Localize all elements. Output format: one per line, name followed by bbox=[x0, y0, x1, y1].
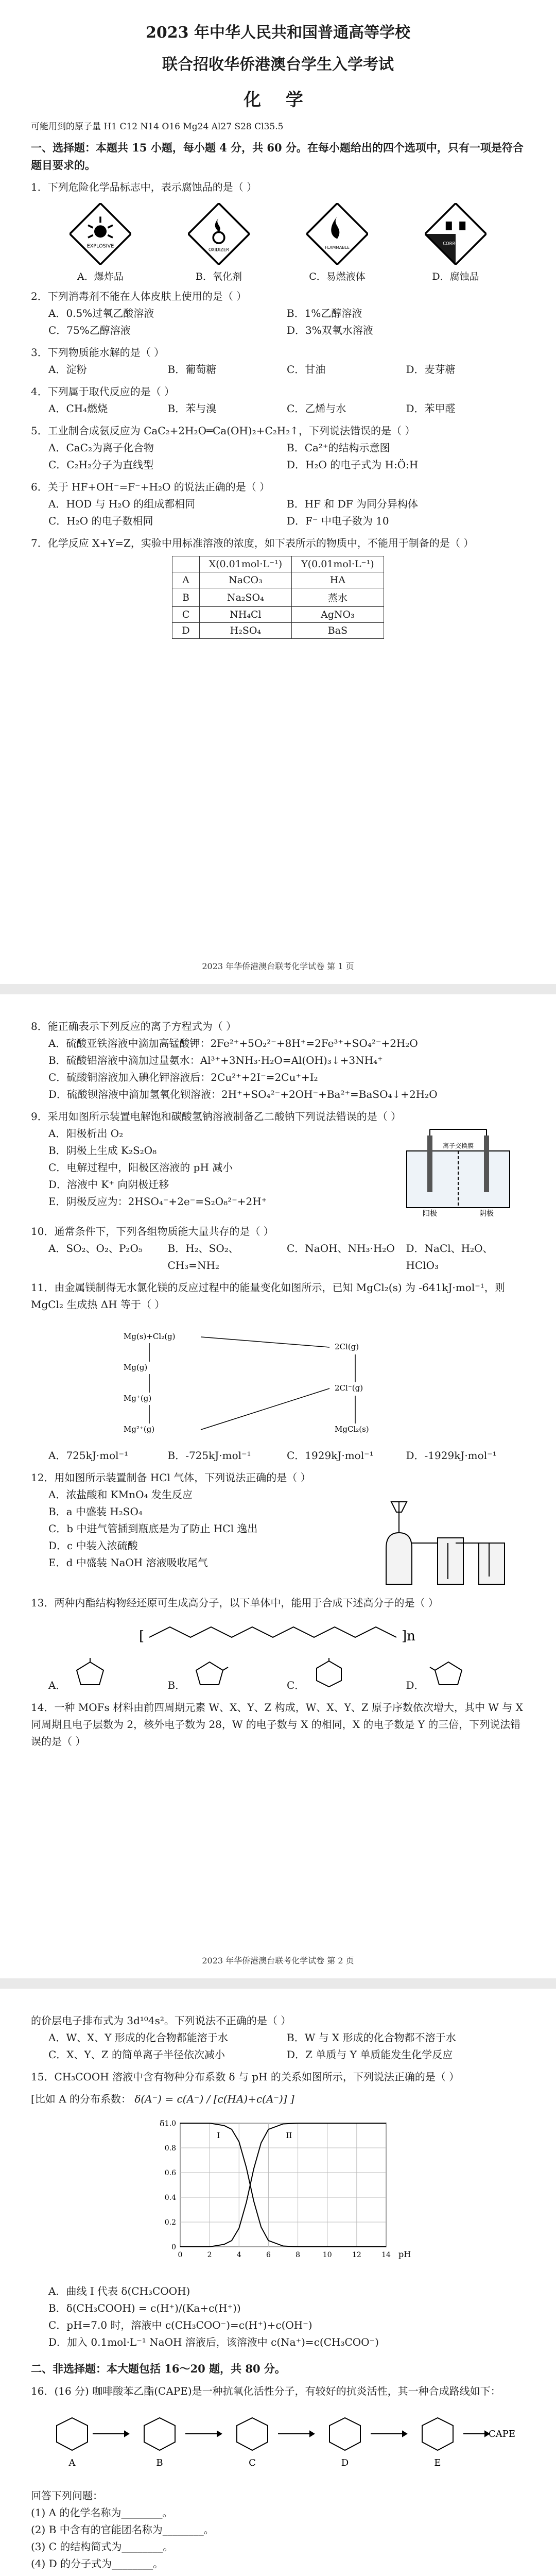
option-b[interactable]: B．HF 和 DF 为同分异构体 bbox=[287, 498, 418, 511]
table-cell: HA bbox=[292, 572, 384, 588]
table-cell: NH₄Cl bbox=[199, 607, 292, 623]
lactone-ring-icon bbox=[428, 1658, 469, 1689]
distribution-chart bbox=[144, 2113, 412, 2278]
table-row bbox=[172, 623, 384, 639]
option-d[interactable]: D．H₂O 的电子式为 H:Ö:H bbox=[287, 459, 419, 471]
hazard-name: 腐蚀品 bbox=[449, 271, 479, 283]
y-tick-label: 0.4 bbox=[164, 2194, 176, 2202]
option-a[interactable]: A．W、X、Y 形成的化合物都能溶于水 bbox=[48, 2031, 228, 2044]
section1-title: 一、选择题：本题共 15 小题，每小题 4 分，共 60 分。在每小题给出的四个选项中，只有一项是符合题目要求的。 bbox=[31, 141, 524, 172]
question-1: 1．下列危险化学品标志中，表示腐蚀品的是（ ） bbox=[31, 181, 257, 194]
option-b[interactable]: B．a 中盛装 H₂SO₄ bbox=[48, 1505, 143, 1518]
option-b[interactable]: B．硫酸铝溶液中滴加过量氨水：Al³⁺+3NH₃·H₂O=Al(OH)₃↓+3NH₄⁺ bbox=[48, 1054, 383, 1066]
option-c[interactable]: C．乙烯与水 bbox=[287, 402, 346, 415]
energy-cycle-diagram bbox=[113, 1318, 443, 1442]
hazard-letter: C． bbox=[309, 271, 326, 283]
question-3-options bbox=[31, 361, 525, 378]
question-10: 10．通常条件下，下列各组物质能大量共存的是（ ） bbox=[31, 1225, 274, 1238]
hcl-apparatus-figure bbox=[371, 1486, 525, 1589]
option-c[interactable]: C．硫酸铜溶液加入碘化钾溶液后：2Cu²⁺+2I⁻=2Cu⁺+I₂ bbox=[48, 1071, 318, 1083]
table-cell: D bbox=[172, 623, 199, 639]
option-b[interactable]: B．W 与 X 形成的化合物都不溶于水 bbox=[287, 2031, 456, 2044]
energy-label: Mg⁺(g) bbox=[124, 1394, 152, 1403]
option-a[interactable]: A．CaC₂为离子化合物 bbox=[48, 442, 154, 454]
x-axis-label: pH bbox=[398, 2249, 411, 2259]
table-cell: C bbox=[172, 607, 199, 623]
question-4: 4．下列属于取代反应的是（ ） bbox=[31, 385, 175, 398]
hazard-name: 氧化剂 bbox=[212, 271, 242, 283]
cathode-label: 阴极 bbox=[479, 1210, 494, 1218]
exam-title-line1: 2023 年中华人民共和国普通高等学校 bbox=[146, 24, 410, 42]
table-cell: B bbox=[172, 588, 199, 607]
electrolysis-cell-figure bbox=[391, 1125, 525, 1218]
option-d[interactable] bbox=[406, 1658, 526, 1694]
option-c[interactable]: C．pH=7.0 时，溶液中 c(CH₃COO⁻)=c(H⁺)+c(OH⁻) bbox=[48, 2319, 312, 2331]
route-label: E bbox=[434, 2457, 441, 2468]
x-tick-label: 0 bbox=[178, 2251, 183, 2259]
subquestion[interactable]: (3) C 的结构简式为________。 bbox=[31, 2540, 173, 2553]
option-c[interactable]: C．C₂H₂分子为直线型 bbox=[48, 459, 154, 471]
x-tick-label: 14 bbox=[381, 2251, 391, 2259]
energy-label: Mg(s)+Cl₂(g) bbox=[124, 1332, 176, 1341]
option-e[interactable]: E．阴极反应为：2HSO₄⁻+2e⁻=S₂O₈²⁻+2H⁺ bbox=[48, 1195, 267, 1208]
lactone-ring-icon bbox=[70, 1658, 111, 1689]
option-c[interactable]: C．甘油 bbox=[287, 363, 326, 376]
table-cell: 蒸水 bbox=[292, 588, 384, 607]
option-d[interactable]: D．溶液中 K⁺ 向阴极迁移 bbox=[48, 1178, 169, 1191]
option-b[interactable]: B．Ca²⁺的结构示意图 bbox=[287, 442, 390, 454]
x-tick-label: 12 bbox=[352, 2251, 361, 2259]
anode-label: 阳极 bbox=[423, 1210, 437, 1218]
subquestion: 回答下列问题： bbox=[31, 2489, 103, 2502]
hazard-letter: B． bbox=[196, 271, 213, 283]
question-16-subquestions bbox=[31, 2487, 525, 2572]
table-header-blank bbox=[172, 556, 199, 572]
question-6: 6．关于 HF+OH⁻=F⁻+H₂O 的说法正确的是（ ） bbox=[31, 481, 270, 494]
option-b[interactable]: B．葡萄糖 bbox=[167, 363, 217, 376]
table-header: X(0.01mol·L⁻¹) bbox=[199, 556, 292, 572]
question-13-options bbox=[31, 1658, 525, 1694]
option-a[interactable]: A．HOD 与 H₂O 的组成都相同 bbox=[48, 498, 196, 511]
question-9-options bbox=[31, 1125, 391, 1210]
question-7-table bbox=[172, 556, 384, 639]
x-tick-label: 2 bbox=[207, 2251, 212, 2259]
option-a[interactable]: A．硫酸亚铁溶液中滴加高锰酸钾：2Fe²⁺+5O₂²⁻+8H⁺=2Fe³⁺+SO₄²⁻+2H₂O bbox=[48, 1037, 418, 1049]
question-16: 16．(16 分) 咖啡酸苯乙酯(CAPE)是一种抗氧化活性分子，有较好的抗炎活性，其一种合成路线如下： bbox=[31, 2384, 501, 2397]
option-a[interactable]: A．0.5%过氧乙酸溶液 bbox=[48, 307, 154, 320]
question-2: 2．下列消毒剂不能在人体皮肤上使用的是（ ） bbox=[31, 290, 247, 303]
hazard-option-d[interactable] bbox=[412, 203, 499, 283]
hazard-option-b[interactable] bbox=[175, 203, 263, 283]
hazard-name: 易燃液体 bbox=[326, 271, 366, 283]
option-c[interactable]: C．电解过程中，阳极区溶液的 pH 减小 bbox=[48, 1161, 233, 1174]
option-d[interactable]: D．NaCl、H₂O、HClO₃ bbox=[406, 1242, 493, 1272]
route-label: CAPE bbox=[488, 2428, 516, 2439]
question-5: 5．工业制合成氨反应为 CaC₂+2H₂O═Ca(OH)₂+C₂H₂↑，下列说法错误的是（ ） bbox=[31, 425, 415, 437]
energy-label: 2Cl⁻(g) bbox=[335, 1383, 363, 1393]
question-5-options bbox=[31, 439, 525, 473]
x-tick-label: 4 bbox=[236, 2251, 241, 2259]
table-cell: NaCO₃ bbox=[199, 572, 292, 588]
exam-page-1 bbox=[0, 0, 556, 984]
y-tick-label: 0 bbox=[171, 2243, 176, 2251]
exam-title-line2: 联合招收华侨港澳台学生入学考试 bbox=[162, 56, 394, 74]
energy-label: Mg(g) bbox=[124, 1363, 148, 1372]
option-b[interactable]: B．δ(CH₃COOH) = c(H⁺)/(Ka+c(H⁺)) bbox=[48, 2302, 241, 2314]
hazard-option-c[interactable] bbox=[293, 203, 381, 283]
table-cell: AgNO₃ bbox=[292, 607, 384, 623]
table-row bbox=[172, 588, 384, 607]
energy-label: Mg²⁺(g) bbox=[124, 1425, 155, 1434]
series-line-I bbox=[180, 2123, 386, 2247]
question-11: 11．由金属镁制得无水氯化镁的反应过程中的能量变化如图所示，已知 MgCl₂(s) 为 -641kJ·mol⁻¹，则 MgCl₂ 生成热 ΔH 等于（ ） bbox=[31, 1281, 505, 1311]
energy-label: 2Cl(g) bbox=[335, 1342, 359, 1351]
table-row bbox=[172, 572, 384, 588]
option-b[interactable]: B．阴极上生成 K₂S₂O₈ bbox=[48, 1144, 157, 1157]
svg-text:FLAMMABLE: FLAMMABLE bbox=[325, 245, 350, 250]
table-header-row bbox=[172, 556, 384, 572]
option-c[interactable]: C．75%乙醇溶液 bbox=[48, 324, 131, 337]
option-c[interactable]: C．b 中进气管插到瓶底是为了防止 HCl 逸出 bbox=[48, 1522, 258, 1535]
series-label: II bbox=[286, 2130, 292, 2140]
option-c[interactable]: C．1929kJ·mol⁻¹ bbox=[287, 1449, 374, 1462]
svg-text:OXIDIZER: OXIDIZER bbox=[208, 247, 230, 252]
table-cell: H₂SO₄ bbox=[199, 623, 292, 639]
y-tick-label: 0.2 bbox=[164, 2218, 176, 2227]
question-15-options bbox=[31, 2283, 525, 2351]
option-d[interactable]: D．硫酸钡溶液中滴加氢氧化钡溶液：2H⁺+SO₄²⁻+2OH⁻+Ba²⁺=BaSO₄↓+2H₂O bbox=[48, 1088, 438, 1100]
question-12-body bbox=[31, 1486, 525, 1589]
corrosive-icon bbox=[425, 203, 486, 265]
table-cell: BaS bbox=[292, 623, 384, 639]
option-c[interactable]: C．NaOH、NH₃·H₂O bbox=[287, 1242, 395, 1255]
option-a[interactable]: A．淀粉 bbox=[48, 363, 87, 376]
cape-synthesis-route bbox=[36, 2405, 520, 2482]
subquestion[interactable]: (2) B 中含有的官能团名称为________。 bbox=[31, 2523, 214, 2536]
formula-label: [比如 A 的分布系数： bbox=[31, 2093, 131, 2105]
option-a[interactable]: A．阳极析出 O₂ bbox=[48, 1127, 124, 1140]
option-d[interactable]: D．Z 单质与 Y 单质能发生化学反应 bbox=[287, 2048, 453, 2061]
question-8-options bbox=[31, 1035, 525, 1103]
question-6-options bbox=[31, 496, 525, 530]
table-header: Y(0.01mol·L⁻¹) bbox=[292, 556, 384, 572]
question-12: 12．用如图所示装置制备 HCl 气体，下列说法正确的是（ ） bbox=[31, 1471, 311, 1484]
option-d[interactable]: D．苯甲醛 bbox=[406, 402, 456, 415]
question-10-options bbox=[31, 1240, 525, 1274]
x-tick-label: 6 bbox=[266, 2251, 271, 2259]
explosive-icon bbox=[70, 203, 131, 265]
question-15: 15．CH₃COOH 溶液中含有物种分布系数 δ 与 pH 的关系如图所示，下列说法正确的是（ ） bbox=[31, 2071, 460, 2083]
hazard-option-a[interactable] bbox=[57, 203, 144, 283]
svg-text:CORROSIVE: CORROSIVE bbox=[443, 241, 468, 246]
exam-page-2 bbox=[0, 994, 556, 1978]
oxidizer-icon bbox=[188, 203, 250, 265]
question-13: 13．两种内酯结构物经还原可生成高分子，以下单体中，能用于合成下述高分子的是（ ） bbox=[31, 1597, 439, 1609]
option-c[interactable] bbox=[287, 1658, 406, 1694]
option-letter: C． bbox=[287, 1679, 305, 1691]
y-tick-label: 0.8 bbox=[164, 2144, 176, 2153]
question-14-options bbox=[31, 2029, 525, 2063]
option-d[interactable]: D．加入 0.1mol·L⁻¹ NaOH 溶液后，该溶液中 c(Na⁺)=c(CH₃COO⁻) bbox=[48, 2336, 379, 2348]
option-a[interactable]: A．浓盐酸和 KMnO₄ 发生反应 bbox=[48, 1488, 193, 1501]
option-d[interactable]: D．-1929kJ·mol⁻¹ bbox=[406, 1449, 497, 1462]
flammable-icon bbox=[306, 203, 368, 265]
question-2-options bbox=[31, 305, 525, 339]
subject-title: 化 学 bbox=[244, 90, 312, 110]
option-letter: A． bbox=[48, 1679, 66, 1691]
question-9-body bbox=[31, 1125, 525, 1218]
series-line-II bbox=[180, 2123, 386, 2247]
route-label: B bbox=[156, 2457, 163, 2468]
exam-page-3 bbox=[0, 1989, 556, 2576]
y-axis-label: δ bbox=[160, 2119, 165, 2128]
table-cell: A bbox=[172, 572, 199, 588]
hazard-labels bbox=[41, 203, 515, 283]
section2-title: 二、非选择题：本大题包括 16～20 题，共 80 分。 bbox=[31, 2362, 286, 2375]
option-c[interactable]: C．X、Y、Z 的简单离子半径依次减小 bbox=[48, 2048, 225, 2061]
option-a[interactable]: A．CH₄燃烧 bbox=[48, 402, 108, 415]
question-7: 7．化学反应 X+Y=Z，实验中用标准溶液的浓度，如下表所示的物质中，不能用于制备的是（ ） bbox=[31, 537, 474, 550]
membrane-label: 离子交换膜 bbox=[442, 1142, 474, 1149]
question-3: 3．下列物质能水解的是（ ） bbox=[31, 346, 165, 359]
table-row bbox=[172, 607, 384, 623]
option-a[interactable]: A．曲线 I 代表 δ(CH₃COOH) bbox=[48, 2285, 190, 2297]
hazard-letter: A． bbox=[77, 271, 94, 283]
option-a[interactable]: A．SO₂、O₂、P₂O₅ bbox=[48, 1242, 143, 1255]
svg-text:[: [ bbox=[139, 1629, 145, 1644]
atomic-masses: 可能用到的原子量 H1 C12 N14 O16 Mg24 Al27 S28 Cl35.5 bbox=[31, 122, 284, 132]
option-a[interactable] bbox=[48, 1658, 168, 1694]
option-b[interactable]: B．苯与溴 bbox=[167, 402, 217, 415]
question-4-options bbox=[31, 400, 525, 417]
option-e[interactable]: E．d 中盛装 NaOH 溶液吸收尾气 bbox=[48, 1556, 208, 1569]
option-letter: D． bbox=[406, 1679, 425, 1691]
lactone-ring-icon bbox=[189, 1658, 230, 1689]
option-c[interactable]: C．H₂O 的电子数相同 bbox=[48, 515, 153, 528]
x-tick-label: 10 bbox=[322, 2251, 332, 2259]
option-letter: B． bbox=[167, 1679, 186, 1691]
hazard-letter: D． bbox=[432, 271, 450, 283]
question-12-options bbox=[31, 1486, 371, 1571]
energy-label: MgCl₂(s) bbox=[335, 1425, 369, 1434]
question-11-options bbox=[31, 1447, 525, 1464]
page-footer: 2023 年华侨港澳台联考化学试卷 第 1 页 bbox=[202, 961, 354, 971]
option-d[interactable]: D．c 中装入浓硫酸 bbox=[48, 1539, 138, 1552]
table-cell: Na₂SO₄ bbox=[199, 588, 292, 607]
route-label: A bbox=[68, 2457, 76, 2468]
subquestion[interactable]: (4) D 的分子式为________。 bbox=[31, 2557, 164, 2570]
option-d[interactable]: D．3%双氧水溶液 bbox=[287, 324, 373, 337]
option-b[interactable]: B．1%乙醇溶液 bbox=[287, 307, 362, 320]
hazard-name: 爆炸品 bbox=[94, 271, 124, 283]
lactone-ring-icon bbox=[308, 1658, 350, 1689]
route-label: C bbox=[249, 2457, 256, 2468]
y-tick-label: 1.0 bbox=[164, 2120, 176, 2128]
svg-text:EXPLOSIVE: EXPLOSIVE bbox=[86, 243, 114, 249]
option-b[interactable]: B．H₂、SO₂、CH₃=NH₂ bbox=[167, 1242, 239, 1272]
page-footer: 2023 年华侨港澳台联考化学试卷 第 2 页 bbox=[202, 1956, 354, 1965]
y-tick-label: 0.6 bbox=[164, 2169, 176, 2177]
plot-frame bbox=[180, 2123, 386, 2247]
option-a[interactable]: A．725kJ·mol⁻¹ bbox=[48, 1449, 129, 1462]
option-b[interactable] bbox=[168, 1658, 287, 1694]
option-b[interactable]: B．-725kJ·mol⁻¹ bbox=[167, 1449, 251, 1462]
x-tick-label: 8 bbox=[296, 2251, 301, 2259]
series-label: I bbox=[217, 2130, 220, 2140]
subquestion[interactable]: (1) A 的化学名称为________。 bbox=[31, 2506, 173, 2519]
svg-text:]n: ]n bbox=[402, 1629, 415, 1644]
question-9: 9．采用如图所示装置电解饱和碳酸氢钠溶液制备乙二酸钠下列说法错误的是（ ） bbox=[31, 1110, 402, 1123]
route-label: D bbox=[341, 2457, 349, 2468]
option-d[interactable]: D．F⁻ 中电子数为 10 bbox=[287, 515, 389, 528]
question-14: 14．一种 MOFs 材料由前四周期元素 W、X、Y、Z 构成，W、X、Y、Z 原子序数依次增大，其中 W 与 X 同周期且电子层数为 2，核外电子数为 28，W 的电子数与 X 的相同，X 的电子数是 Y 的三倍，下列说法错误的是（ ） bbox=[31, 1701, 523, 1748]
polymer-structure bbox=[46, 1617, 510, 1653]
option-d[interactable]: D．麦芽糖 bbox=[406, 363, 456, 376]
distribution-formula: [比如 A 的分布系数： δ(A⁻) = c(A⁻) / [c(HA)+c(A⁻)] ] bbox=[31, 2093, 294, 2105]
question-14-continued: 的价层电子排布式为 3d¹⁰4s²。下列说法不正确的是（ ） bbox=[31, 2014, 291, 2027]
question-8: 8．能正确表示下列反应的离子方程式为（ ） bbox=[31, 1020, 237, 1032]
